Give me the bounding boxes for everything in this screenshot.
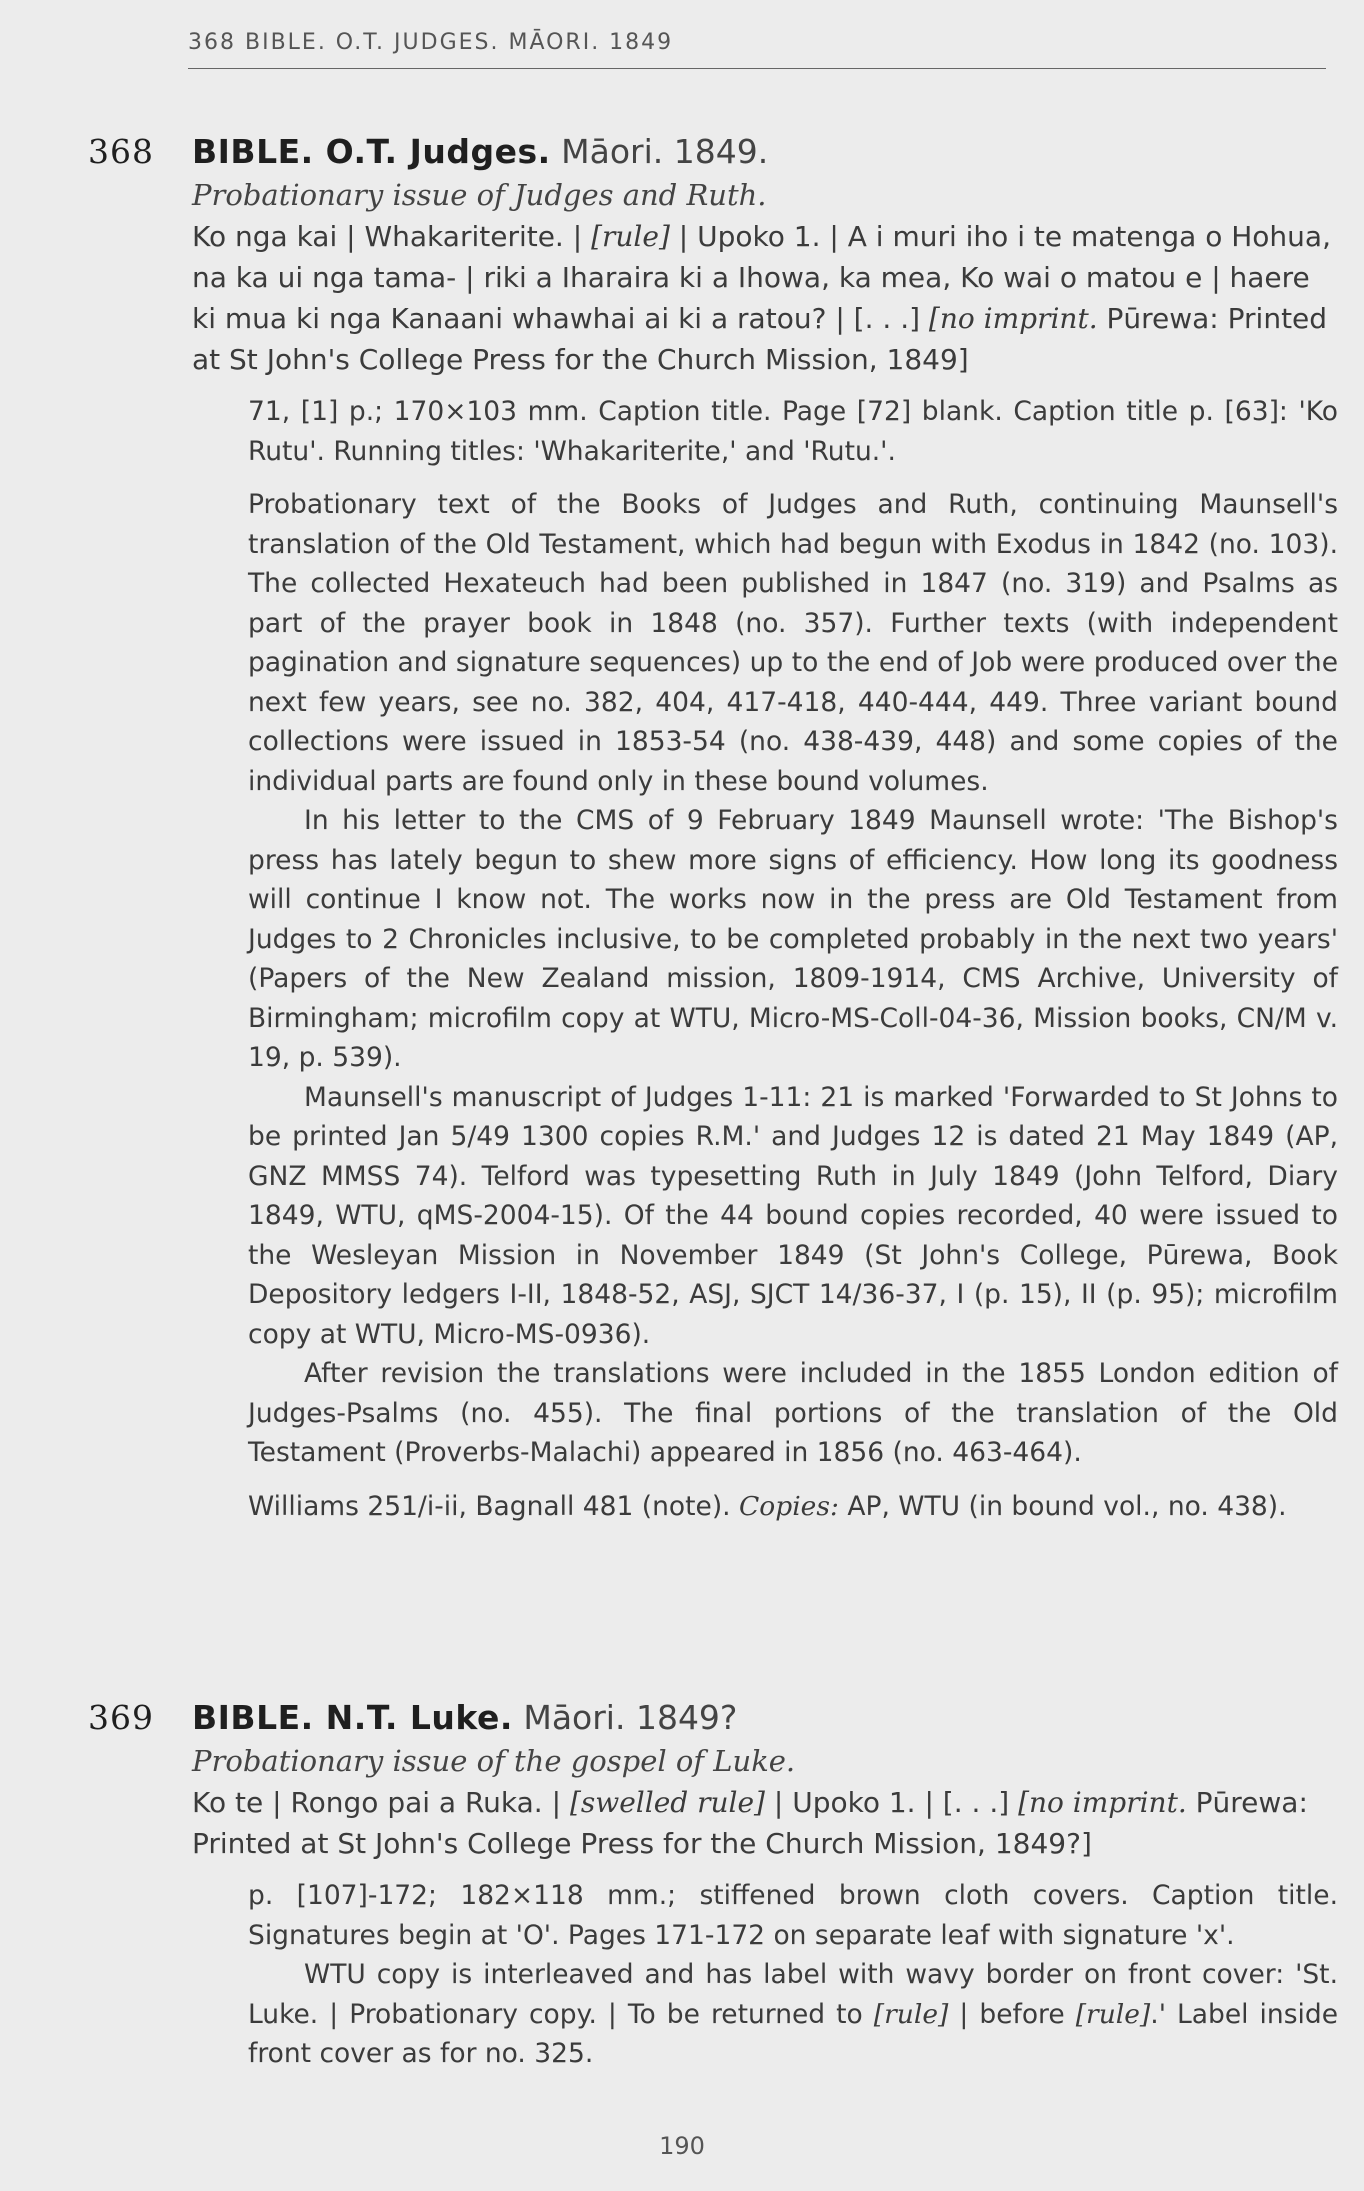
transcription-italic: [rule] — [591, 220, 670, 253]
transcription-italic: [swelled rule] — [569, 1786, 765, 1819]
page-number: 190 — [659, 2132, 705, 2160]
entry-description — [88, 174, 1338, 380]
transcription-part: Pūrewa: Printed at St John's College Press for the Church Mission, 1849] — [192, 302, 1328, 376]
entry-369 — [88, 1696, 1338, 2074]
running-head: 368 BIBLE. O.T. JUDGES. MĀORI. 1849 — [188, 30, 674, 55]
transcription-part: Ko nga kai | Whakariterite. | — [192, 220, 592, 253]
note-italic: [rule] — [873, 1998, 949, 2030]
entry-title-rest: Māori. 1849? — [512, 1698, 738, 1737]
references-note — [248, 1487, 1338, 1527]
note-paragraph: After revision the translations were included in the 1855 London edition of Judges-Psalms (no. 455). The final portions of the translation of the Old Testament (Proverbs-Malachi) appeared in 1856 (no. 463-464). — [248, 1358, 1338, 1468]
title-transcription — [192, 1782, 1338, 1864]
transcription-part: Ko te | Rongo pai a Ruka. | — [192, 1786, 570, 1819]
note-italic: [rule] — [1075, 1998, 1151, 2030]
entry-title — [192, 1696, 1338, 1740]
entry-heading — [88, 130, 1338, 174]
entry-description — [88, 1740, 1338, 1864]
entry-notes — [88, 1876, 1338, 2074]
note-paragraph: In his letter to the CMS of 9 February 1849 Maunsell wrote: 'The Bishop's press has lately begun to shew more signs of efficiency. How long its goodness will continue I know not. The works now in the press are Old Testament from Judges to 2 Chronicles inclusive, to be completed probably in the next two years' (Papers of the New Zealand mission, 1809-1914, CMS Archive, University of Birmingham; microfilm copy at WTU, Micro-MS-Coll-04-36, Mission books, CN/M v. 19, p. 539). — [248, 805, 1338, 1073]
entry-number: 369 — [88, 1698, 154, 1737]
title-transcription — [192, 216, 1338, 380]
transcription-italic: [no imprint. — [1018, 1786, 1187, 1819]
entry-title — [192, 130, 1338, 174]
copies-label: Copies: — [739, 1490, 839, 1522]
transcription-part: | Upoko 1. | [. . .] — [764, 1786, 1019, 1819]
transcription-italic: [no imprint. — [928, 302, 1098, 335]
entry-number: 368 — [88, 132, 154, 171]
entry-title-rest: Māori. 1849. — [550, 132, 769, 171]
entry-title-bold: BIBLE. N.T. Luke. — [192, 1698, 513, 1737]
entry-title-bold: BIBLE. O.T. Judges. — [192, 132, 551, 171]
note-paragraph: Maunsell's manuscript of Judges 1-11: 21 is marked 'Forwarded to St Johns to be printed Jan 5/49 1300 copies R.M.' and Judges 12 is dated 21 May 1849 (AP, GNZ MMSS 74). Telford was typesetting Ruth in July 1849 (John Telford, Diary 1849, WTU, qMS-2004-15). Of the 44 bound copies recorded, 40 were issued to the Wesleyan Mission in November 1849 (St John's College, Pūrewa, Book Depository ledgers I-II, 1848-52, ASJ, SJCT 14/36-37, I (p. 15), II (p. 95); microfilm copy at WTU, Micro-MS-0936). — [248, 1081, 1338, 1350]
entry-368 — [88, 130, 1338, 1526]
note-part: .' Label inside front cover as for no. 325. — [248, 1998, 1339, 2069]
copies-list: AP, WTU (in bound vol., no. 438). — [838, 1490, 1287, 1522]
entry-subtitle: Probationary issue of the gospel of Luke. — [192, 1744, 796, 1778]
entry-heading — [88, 1696, 1338, 1740]
transcription-part: Pūrewa: Printed at St John's College Press for the Church Mission, 1849?] — [192, 1786, 1308, 1860]
references: Williams 251/i-ii, Bagnall 481 (note). — [248, 1490, 740, 1522]
header-rule — [188, 68, 1326, 69]
entry-notes — [88, 392, 1338, 1526]
note-paragraph — [248, 1955, 1338, 2074]
note-paragraph: Probationary text of the Books of Judges and Ruth, continuing Maunsell's translation of the Old Testament, which had begun with Exodus in 1842 (no. 103). The collected Hexateuch had been published in 1847 (no. 319) and Psalms as part of the prayer book in 1848 (no. 357). Further texts (with independent pagination and signature sequences) up to the end of Job were produced over the next few years, see no. 382, 404, 417-418, 440-444, 449. Three variant bound collections were issued in 1853-54 (no. 438-439, 448) and some copies of the individual parts are found only in these bound volumes. — [248, 489, 1338, 797]
collation-note: 71, [1] p.; 170×103 mm. Caption title. Page [72] blank. Caption title p. [63]: 'Ko Rutu'. Running titles: 'Whakariterite,' and 'Rutu.'. — [248, 396, 1338, 467]
collation-note: p. [107]-172; 182×118 mm.; stiffened brown cloth covers. Caption title. Signatures begin at 'O'. Pages 171-172 on separate leaf with signature 'x'. — [248, 1880, 1338, 1951]
entry-subtitle: Probationary issue of Judges and Ruth. — [192, 178, 767, 212]
note-part: WTU copy is interleaved and has label with wavy border on front cover: 'St. Luke. | Probationary copy. | To be returned to — [248, 1959, 1338, 2030]
note-part: | before — [948, 1998, 1076, 2030]
transcription-part: | Upoko 1. | A i muri iho i te matenga o Hohua, na ka ui nga tama- | riki a Iharaira ki a Ihowa, ka mea, Ko wai o matou e | haere ki mua ki nga Kanaani whawhai ai ki a ratou? | [. . .] — [192, 220, 1331, 335]
